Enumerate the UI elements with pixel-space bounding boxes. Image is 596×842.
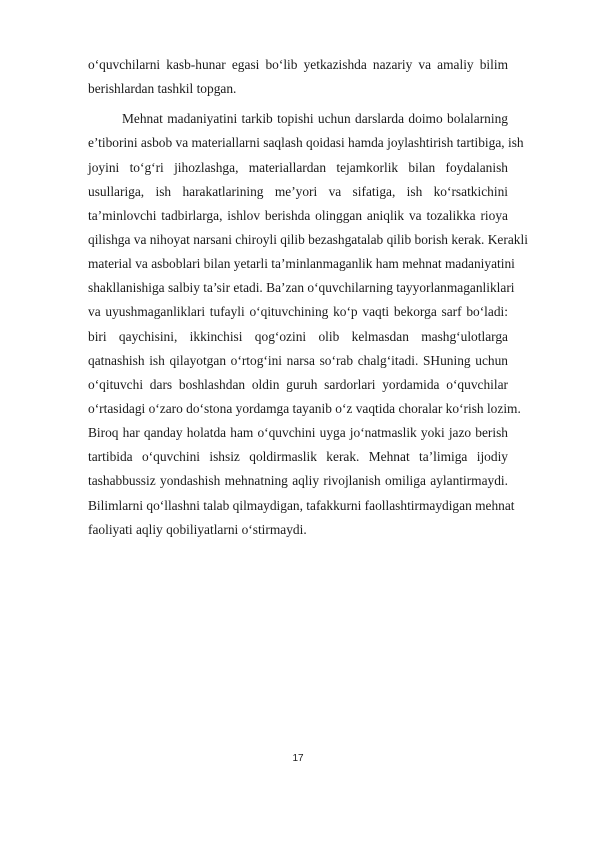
text-line: material va asboblari bilan yetarli ta’minlanmaganlik ham mehnat madaniyatini <box>88 256 515 272</box>
text-line: o‘quvchilarni kasb-hunar egasi bo‘lib yetkazishda nazariy va amaliy bilim <box>88 57 508 72</box>
text-line: biri qaychisini, ikkinchisi qog‘ozini olib kelmasdan mashg‘ulotlarga <box>88 328 508 344</box>
text-line: Bilimlarni qo‘llashni talab qilmaydigan, tafakkurni faollashtirmaydigan mehnat <box>88 497 515 513</box>
text-line: o‘qituvchi dars boshlashdan oldin guruh sardorlari yordamida o‘quvchilar <box>88 376 508 392</box>
page-number: 17 <box>292 753 304 764</box>
text-line: Biroq har qanday holatda ham o‘quvchini uyga jo‘natmaslik yoki jazo berish <box>88 425 508 441</box>
text-line: joyini to‘g‘ri jihozlashga, materiallardan tejamkorlik bilan foydalanish <box>88 159 508 175</box>
text-line: berishlardan tashkil topgan. <box>88 81 237 97</box>
text-line: qilishga va nihoyat narsani chiroyli qilib bezashgatalab qilib borish kerak. Kerakli <box>88 231 528 247</box>
text-line: e’tiborini asbob va materiallarni saqlash qoidasi hamda joylashtirish tartibiga, ish <box>88 135 524 151</box>
text-line: ta’minlovchi tadbirlarga, ishlov berishda olinggan aniqlik va tozalikka rioya <box>88 207 508 223</box>
body-text <box>88 57 528 546</box>
text-line: o‘rtasidagi o‘zaro do‘stona yordamga tayanib o‘z vaqtida choralar ko‘rish lozim. <box>88 400 521 416</box>
text-line: shakllanishiga salbiy ta’sir etadi. Ba’zan o‘quvchilarning tayyorlanmaganliklari <box>88 280 515 296</box>
text-line: va uyushmaganliklari tufayli o‘qituvchining ko‘p vaqti bekorga sarf bo‘ladi: <box>88 304 508 320</box>
text-line: faoliyati aqliy qobiliyatlarni o‘stirmaydi. <box>88 521 307 537</box>
text-line: qatnashish ish qilayotgan o‘rtog‘ini narsa so‘rab chalg‘itadi. SHuning uchun <box>88 352 508 368</box>
paragraph-1 <box>88 57 508 105</box>
text-line: tartibida o‘quvchini ishsiz qoldirmaslik kerak. Mehnat ta’limiga ijodiy <box>88 449 508 465</box>
text-line: Mehnat madaniyatini tarkib topishi uchun darslarda doimo bolalarning <box>122 111 508 127</box>
paragraph-2 <box>88 111 528 546</box>
text-line: usullariga, ish harakatlarining me’yori va sifatiga, ish ko‘rsatkichini <box>88 183 508 199</box>
text-line: tashabbussiz yondashish mehnatning aqliy rivojlanish omiliga aylantirmaydi. <box>88 473 508 489</box>
